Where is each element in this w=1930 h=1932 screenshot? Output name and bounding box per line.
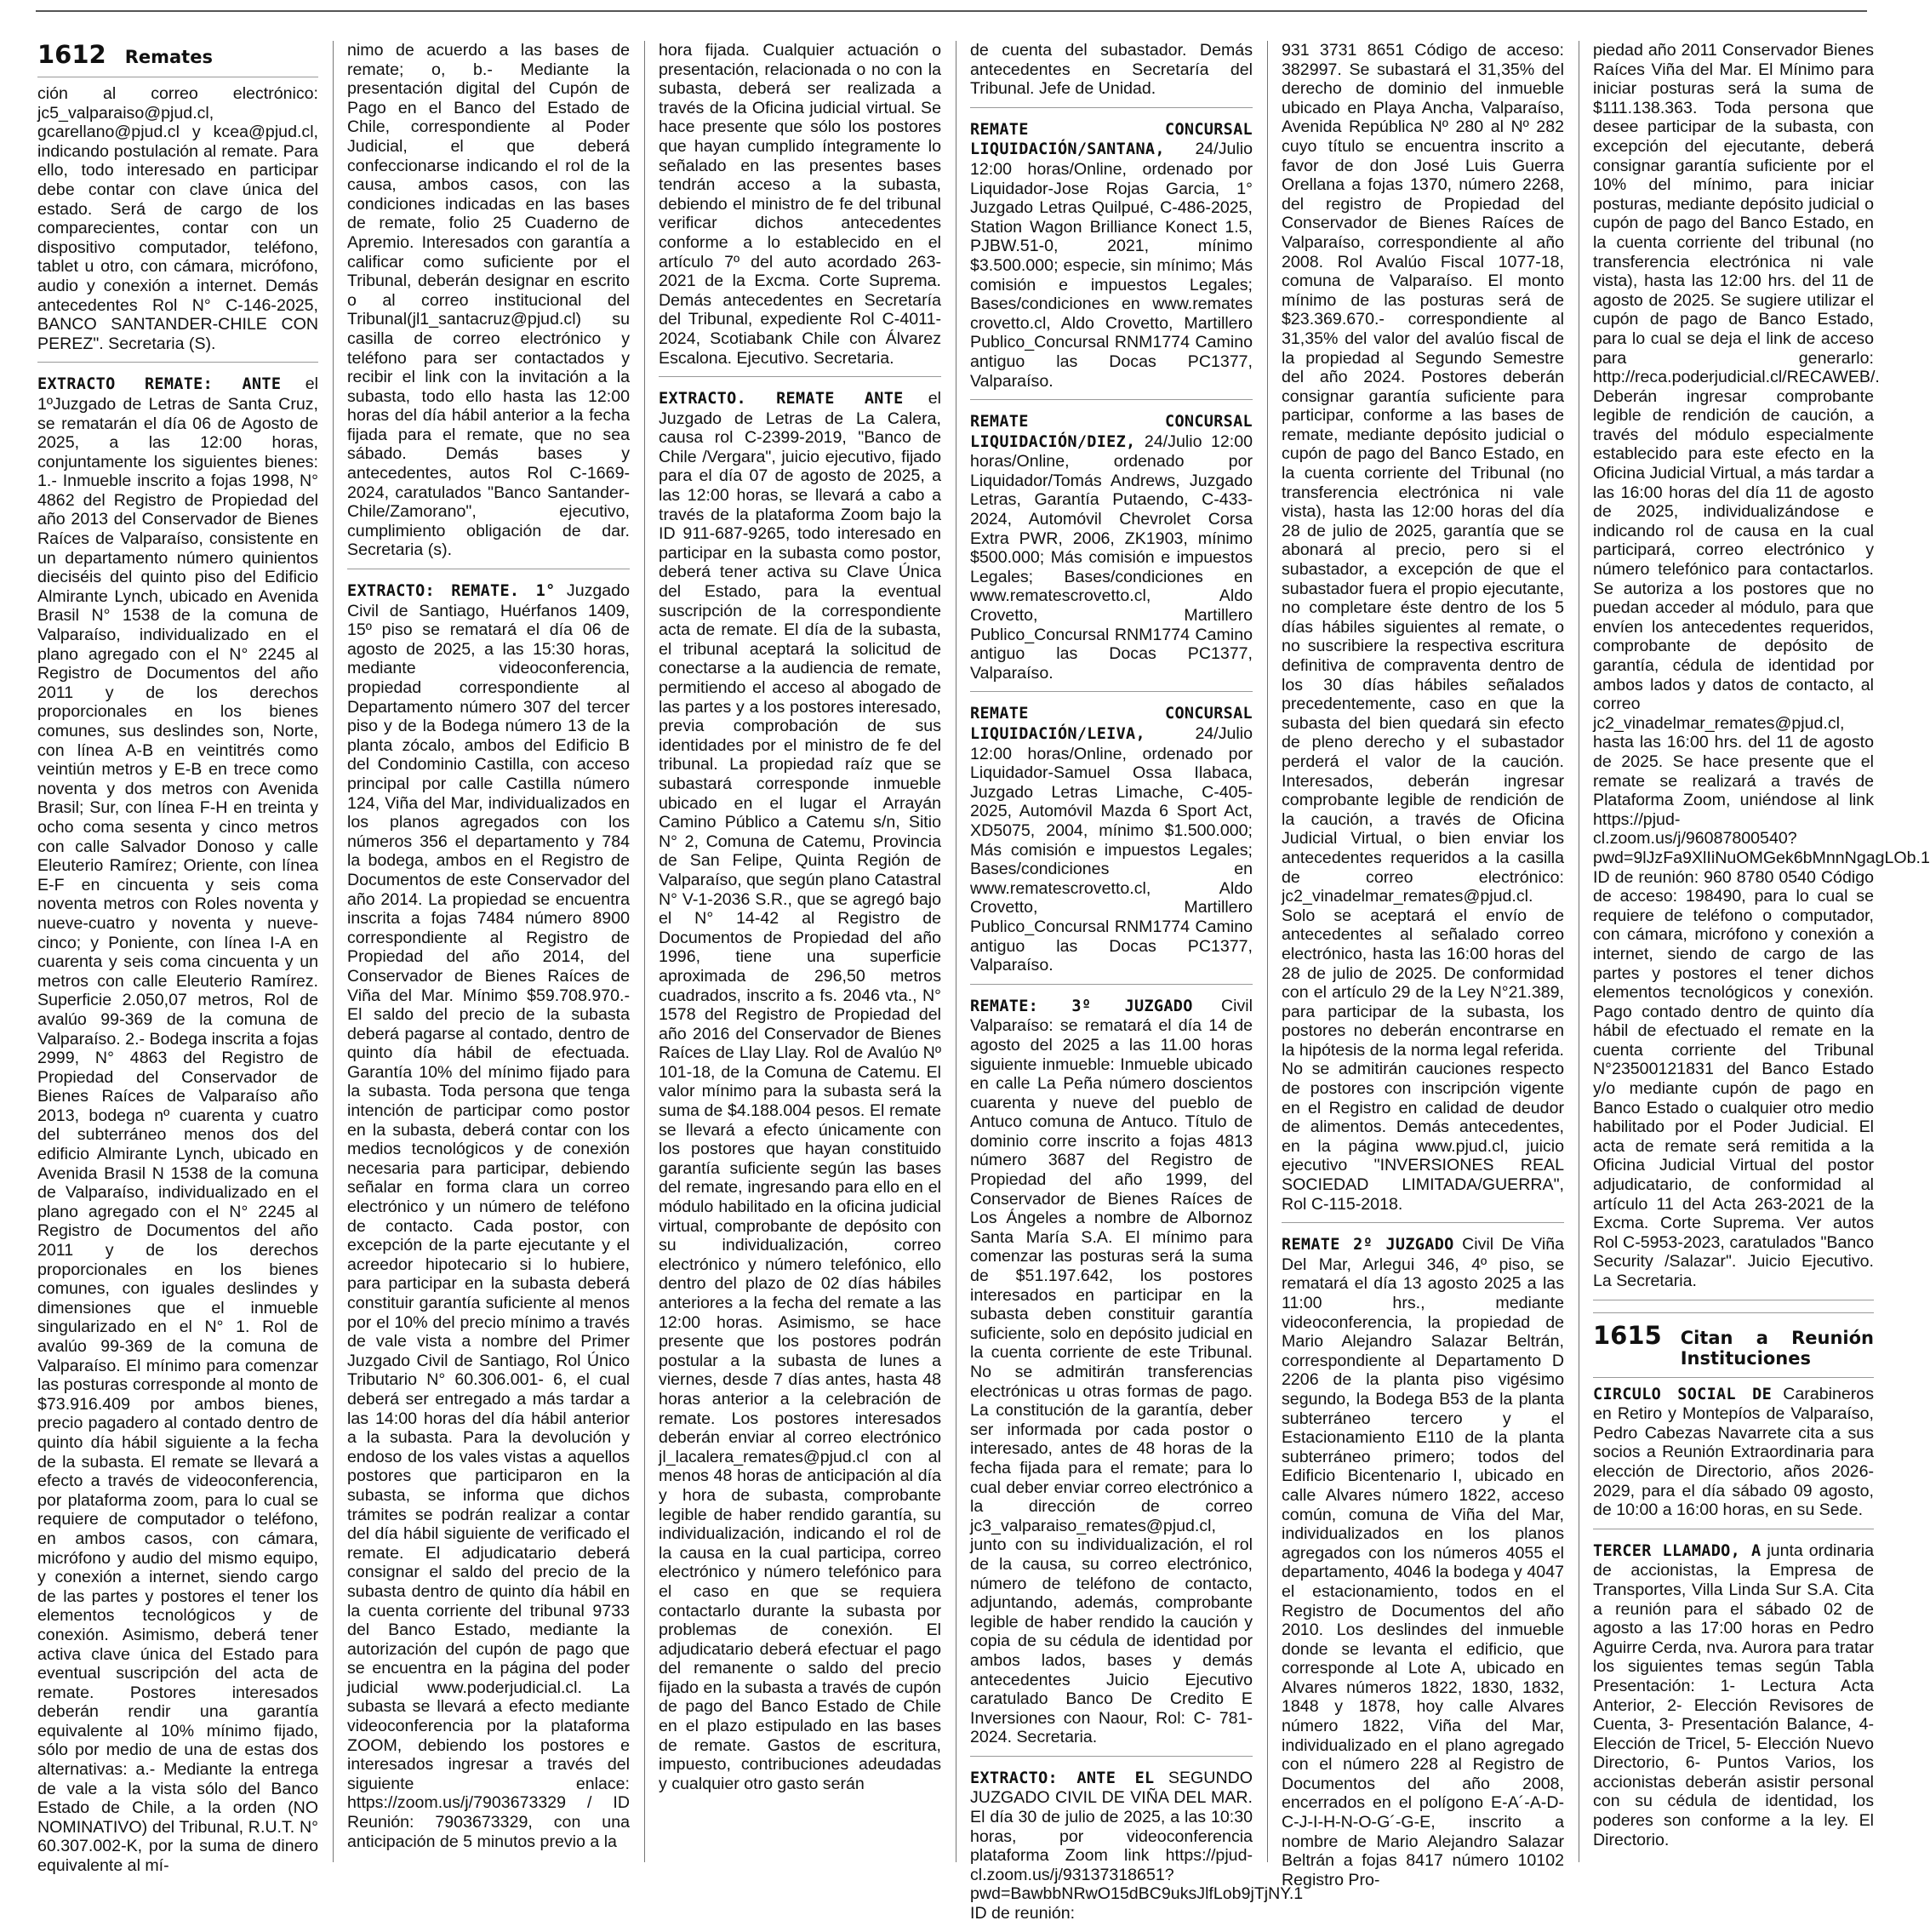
classified-ad [37, 84, 318, 363]
section-title: Citan a Reunión Instituciones [1680, 1327, 1874, 1369]
ad-text: hora fijada. Cualquier actuación o presentación, relacionada o no con la subasta, deberá ser realizada a través de la Oficina judicial virtual. Se hace presente que sólo los postores que hayan cumplido íntegramente lo señalado en las presentes bases tendrán acceso a la subasta, debiendo el ministro de fe del tribunal verificar dichos antecedentes conforme a lo establecido en el artículo 7º del auto acordado 263-2021 de la Excma. Corte Suprema. Demás antecedentes en Secretaría del Tribunal, expediente Rol C-4011-2024, Scotiabank Chile con Álvarez Escalona. Ejecutivo. Secretaria. [659, 41, 941, 368]
ad-lead: REMATE 2º JUZGADO [1282, 1236, 1454, 1255]
ad-text: el 1ºJuzgado de Letras de Santa Cruz, se rematarán el día 06 de Agosto de 2025, a las 12:00 horas, conjuntamente los siguientes bienes: 1.- Inmueble inscrito a fojas 1998, N° 4862 del Registro de Propiedad del año 2013 del Conservador de Bienes Raíces de Valparaíso, consistente en un departamento número quinientos dieciséis del quinto piso del Edificio Almirante Lynch, ubicado en Avenida Brasil N° 1538 de la comuna de Valparaíso, individualizado en el plano agregado con el N° 2245 al Registro de Documentos del año 2011 y de los derechos proporcionales en los bienes comunes, sus deslindes son, Norte, con línea A-B en veintitrés como veintiún metros y E-B en trece como noventa y dos metros con Avenida Brasil; Sur, con línea F-H en treinta y ocho coma sesenta y cinco metros con calle Salvador Donoso y calle Eleuterio Ramírez; Oriente, con línea E-F en cincuenta y seis coma noventa metros con Roles noventa y nueve-cuatro y noventa y nueve-cinco; y Poniente, con línea I-A en cuarenta y seis coma cincuenta y un metros con calle Eleuterio Ramírez. Superficie 2.050,07 metros, Rol de avalúo 99-369 de la comuna de Valparaíso. 2.- Bodega inscrita a fojas 2999, N° 4863 del Registro de Propiedad del Conservador de Bienes Raíces de Valparaíso año 2013, bodega nº cuarenta y cuatro del subterráneo menos dos del edificio Almirante Lynch, ubicado en Avenida Brasil N 1538 de la comuna de Valparaíso, individualizado en el plano agregado con el N° 2245 al Registro de Documentos del año 2011 y de los derechos proporcionales en los bienes comunes, con iguales deslindes y dimensiones que el inmueble singularizado en el N° 1. Rol de avalúo 99-369 de la comuna de Valparaíso. El mínimo para comenzar las posturas corresponde al monto de $73.916.409 por ambos bienes, precio pagadero al contado dentro de quinto día hábil siguiente a la fecha de la subasta. El remate se llevará a efecto a través de videoconferencia, por plataforma zoom, para lo cual se requiere de computador o teléfono, en ambos casos, con cámara, micrófono y audio del mismo equipo, y conexión a internet, siendo cargo de las partes y postores el tener los elementos tecnológicos y de conexión. Asimismo, deberá tener activa clave única del Estado para eventual suscripción del acta de remate. Postores interesados deberán rendir una garantía equivalente al 10% mínimo fijado, sólo por medio de una de estas dos alternativas: a.- Mediante la entrega de vale a la vista sólo del Banco Estado de Chile, a la orden (NO NOMINATIVO) del Tribunal, R.U.T. N° 60.307.002-K, por la suma de dinero equivalente al mí- [37, 374, 318, 1876]
classified-ad [1282, 1235, 1564, 1898]
ad-lead: TERCER LLAMADO, A [1593, 1541, 1762, 1560]
ad-text: junta ordinaria de accionistas, la Empresa de Transportes, Villa Linda Sur S.A. Cita a reunión para el sábado 02 de agosto a las 17:00 horas en Pedro Aguirre Cerda, nva. Aurora para tratar los siguientes temas según Tabla Presentación: 1- Lectura Acta Anterior, 2- Elección Revisores de Cuenta, 3- Presentación Balance, 4- Elección de Tricel, 5- Elección Nuevo Directorio, 6- Puntos Varios, los accionistas deberán asistir personal con su cédula de identidad, los poderes son conforme a la ley. El Directorio. [1593, 1540, 1874, 1849]
ad-text: de cuenta del subastador. Demás antecedentes en Secretaría del Tribunal. Jefe de Unidad. [970, 41, 1253, 99]
ad-lead: REMATE CONCURSAL LIQUIDACIÓN/SANTANA, [970, 120, 1253, 159]
ad-lead: REMATE CONCURSAL LIQUIDACIÓN/LEIVA, [970, 705, 1253, 743]
ad-text: nimo de acuerdo a las bases de remate; o, b.- Mediante la presentación digital del Cupón de Pago en el Banco del Estado de Chile, correspondiente al Poder Judicial, el que deberá confeccionarse indicando el rol de la causa, ambos casos, con las condiciones indicadas en las bases de remate, folio 25 Cuaderno de Apremio. Interesados con garantía a calificar como suficiente por el Tribunal, deberán designar en escrito o al correo institucional del Tribunal(jl1_santacruz@pjud.cl) su casilla de correo electrónico y teléfono para ser contactados y recibir el link con la invitación a la subasta, todo ello hasta las 12:00 horas del día hábil anterior a la fecha fijada para el remate, que no sea sábado. Demás bases y antecedentes, autos Rol C-1669-2024, caratulados "Banco Santander-Chile/Zamorano", ejecutivo, cumplimiento obligación de dar. Secretaria (s). [347, 41, 630, 560]
classified-ad [970, 704, 1253, 984]
classified-ad [1593, 41, 1930, 1300]
ad-lead: REMATE: 3º JUZGADO [970, 997, 1193, 1015]
column-3 [659, 41, 941, 1862]
ad-text: Civil Valparaíso: se rematará el día 14 de agosto del 2025 a las 11.00 horas siguiente inmueble: Inmueble ubicado en calle La Peña número doscientos cuarenta y nueve del pueblo de Antuco comuna de Antuco. Título de dominio corre inscrito a fojas 4813 número 3687 del Registro de Propiedad del año 1999, del Conservador de Bienes Raíces de Los Ángeles a nombre de Albornoz Santa María S.A. El mínimo para comenzar las posturas será la suma de $51.197.642, los postores interesados en participar en la subasta deben constituir garantía suficiente, solo en depósito judicial en la cuenta corriente de este Tribunal. No se admitirán transferencias electrónicas u otras formas de pago. La constitución de la garantía, deber ser informada por cada postor o interesado, antes de 48 horas de la fecha fijada para el remate; para lo cual deber enviar correo electrónico a la dirección de correo jc3_valparaiso_remates@pjud.cl, junto con su individualización, el rol de la causa, su correo electrónico, número de teléfono de contacto, adjuntando, además, comprobante legible de haber rendido la caución y copia de su cédula de identidad por ambos lados, bases y demás antecedentes Juicio Ejecutivo caratulado Banco De Credito E Inversiones con Naour, Rol: C- 781-2024. Secretaria. [970, 996, 1253, 1747]
section-header-remates [37, 41, 318, 77]
column-4 [970, 41, 1304, 1923]
column-1 [37, 40, 318, 1876]
classified-ad [1593, 1385, 1874, 1529]
ad-lead: EXTRACTO: ANTE EL [970, 1769, 1155, 1787]
classified-ad [659, 41, 941, 377]
column-2 [347, 41, 630, 1862]
ad-text: 24/Julio 12:00 horas/Online, ordenado por Liquidador/Tomás Andrews, Juzgado Letras, Garantía Putaendo, C-433-2024, Automóvil Chevrolet Corsa Extra PWR, 2006, ZK1903, mínimo $500.000; Más comisión e impuestos Legales; Bases/condiciones en www.rematescrovetto.cl, Aldo Crovetto, Martillero Publico_Concursal RNM1774 Camino antiguo las Docas PC1377, Valparaíso. [970, 432, 1253, 683]
classified-ad [347, 41, 630, 569]
column-divider [644, 41, 645, 1862]
column-divider [333, 41, 334, 1862]
classified-ad [970, 1768, 1304, 1932]
ad-lead: CIRCULO SOCIAL DE [1593, 1385, 1773, 1403]
classified-ad [970, 412, 1253, 692]
section-number: 1612 [37, 40, 106, 69]
classified-ad [37, 374, 318, 1883]
column-divider [1267, 41, 1268, 1862]
ad-lead: EXTRACTO. REMATE ANTE [659, 390, 904, 409]
ad-text: piedad año 2011 Conservador Bienes Raíces Viña del Mar. El Mínimo para iniciar posturas será la suma de $111.138.363. Toda persona que desee participar de la subasta, con excepción del ejecutante, deberá consignar garantía suficiente por el 10% del mínimo, para iniciar posturas, mediante depósito judicial o cupón de pago del Banco Estado, en la cuenta corriente del tribunal (no transferencia electrónica ni vale vista), hasta las 12:00 hrs. del 11 de agosto de 2025. Se sugiere utilizar el cupón de pago de Banco Estado, para lo cual se deja el link de acceso para generarlo: http://reca.poderjudicial.cl/RECAWEB/. Deberán ingresar comprobante legible de rendición de caución, a través del módulo especialmente establecido para este efecto en la Oficina Judicial Virtual, a más tardar a las 16:00 horas del día 11 de agosto de 2025, individualizándose e indicando rol de causa en la cual participará, correo electrónico y número telefónico para contactarlos. Se autoriza a los postores que no puedan acceder al módulo, para que envíen los antecedentes requeridos, comprobante de depósito de garantía, cédula de identidad por ambos lados y datos de contacto, al correo jc2_vinadelmar_remates@pjud.cl, hasta las 16:00 hrs. del 11 de agosto de 2025. Se hace presente que el remate se realizará a través de Plataforma Zoom, uniéndose al link https://pjud-cl.zoom.us/j/96087800540?pwd=9lJzFa9XlIiNuOMGek6bMnnNgagLOb.1 ID de reunión: 960 8780 0540 Código de acceso: 198490, para lo cual se requiere de teléfono o computador, con cámara, micrófono y conexión a internet, siendo de cargo de las partes y postores el tener dichos elementos tecnológicos y conexión. Pago contado dentro de quinto día hábil de efectuado el remate en la cuenta corriente del Tribunal N°23500121831 del Banco Estado y/o mediante cupón de pago en Banco Estado o cualquier otro medio habilitado por el Poder Judicial. El acta de remate será remitida a la Oficina Judicial Virtual del postor adjudicatario, de conformidad al artículo 11 del Acta 263-2021 de la Excma. Corte Suprema. Ver autos Rol C-5953-2023, caratulados "Banco Security /Salazar". Juicio Ejecutivo. La Secretaria. [1593, 41, 1930, 1290]
classified-ad [1593, 1541, 1874, 1859]
ad-text: 24/Julio 12:00 horas/Online, ordenado por Liquidador-Samuel Ossa Ilabaca, Juzgado Letras Limache, C-405-2025, Automóvil Mazda 6 Sport Act, XD5075, 2004, mínimo $1.500.000; Más comisión e impuestos Legales; Bases/condiciones en www.rematescrovetto.cl, Aldo Crovetto, Martillero Publico_Concursal RNM1774 Camino antiguo las Docas PC1377, Valparaíso. [970, 724, 1253, 975]
column-5 [1282, 41, 1565, 1889]
ad-text: ción al correo electrónico: jc5_valparaiso@pjud.cl, gcarellano@pjud.cl y kcea@pjud.cl, indicando postulación al remate. Para ello, todo interesado en participar debe contar con clave única del estado. Será de cargo de los comparecientes, contar con un dispositivo computador, teléfono, tablet u otro, con cámara, micrófono, audio y conexión a internet. Demás antecedentes Rol N° C-146-2025, BANCO SANTANDER-CHILE CON PEREZ". Secretaria (S). [37, 84, 318, 353]
column-6 [1593, 41, 1930, 1862]
ad-lead: EXTRACTO REMATE: ANTE [37, 375, 282, 394]
classified-ad [659, 389, 941, 1802]
ad-lead: EXTRACTO: REMATE. 1° [347, 582, 556, 601]
section-number: 1615 [1593, 1320, 1662, 1350]
classified-ad [970, 41, 1253, 108]
ad-text: 931 3731 8651 Código de acceso: 382997. Se subastará el 31,35% del derecho de dominio del inmueble ubicado en Playa Ancha, Valparaíso, Avenida República Nº 280 al Nº 282 cuyo título se encuentra inscrito a favor de don José Luis Guerra Orellana a fojas 1370, número 2268, del registro de Propiedad del Conservador de Bienes Raíces de Valparaíso, correspondiente al año 2008. Rol Avalúo Fiscal 1077-18, comuna de Valparaíso. El monto mínimo de las posturas será de $23.369.670.- correspondiente al 31,35% del valor del avalúo fiscal de la propiedad al Segundo Semestre del año 2024. Postores deberán consignar garantía suficiente para participar, conforme a las bases de remate, mediante depósito judicial o cupón de pago del Banco Estado, en la cuenta corriente del Tribunal (no transferencia electrónica ni vale vista), hasta las 12:00 horas del día 28 de julio de 2025, garantía que se abonará al precio, pero si el subastador, a excepción de que el subastador fuera el propio ejecutante, no completare éste dentro de los 5 días hábiles siguientes al remate, o no suscribiere la respectiva escritura definitiva de compraventa dentro de los 30 días hábiles señalados precedentemente, caso en que la subasta del bien quedará sin efecto de pleno derecho y el subastador perderá el valor de la caución. Interesados, deberán ingresar comprobante legible de rendición de la caución, a través de Oficina Judicial Virtual, o bien enviar los antecedentes requeridos a la casilla de correo electrónico: jc2_vinadelmar_remates@pjud.cl. Solo se aceptará el envío de antecedentes al señalado correo electrónico, hasta las 16:00 horas del 28 de julio de 2025. De conformidad con el artículo 29 de la Ley N°21.389, para participar de la subasta, los postores no deberán encontrarse en la hipótesis de la norma legal referida. No se admitirán cauciones respecto de postores con inscripción vigente en el Registro en calidad de deudor de alimentos. Demás antecedentes, en la página www.pjud.cl, juicio ejecutivo "INVERSIONES REAL SOCIEDAD LIMITADA/GUERRA", Rol C-115-2018. [1282, 41, 1564, 1214]
section-header-citan [1593, 1312, 1874, 1378]
ad-lead: REMATE CONCURSAL LIQUIDACIÓN/DIEZ, [970, 413, 1253, 451]
ad-text: el Juzgado de Letras de La Calera, causa rol C-2399-2019, "Banco de Chile /Vergara", juicio ejecutivo, fijado para el día 07 de agosto de 2025, a las 12:00 horas, se llevará a cabo a través de la plataforma Zoom bajo la ID 911-687-9265, todo interesado en participar en la subasta como postor, deberá tener activa su Clave Única del Estado, para la eventual suscripción de la correspondiente acta de remate. El día de la subasta, el tribunal aceptará la solicitud de conectarse a la audiencia de remate, permitiendo el acceso al abogado de las partes y a los postores interesado, previa comprobación de sus identidades por el ministro de fe del tribunal. La propiedad raíz que se subastará corresponde inmueble ubicado en el lugar el Arrayán Camino Público a Catemu s/n, Sitio N° 2, Comuna de Catemu, Provincia de San Felipe, Quinta Región de Valparaíso, que según plano Catastral N° V-1-2036 S.R., que se agregó bajo el N° 14-42 al Registro de Documentos de Propiedad del año 1996, tiene una superficie aproximada de 296,50 metros cuadrados, inscrito a fs. 2046 vta., N° 1578 del Registro de Propiedad del año 2016 del Conservador de Bienes Raíces de Llay Llay. Rol de Avalúo Nº 101-18, de la Comuna de Catemu. El valor mínimo para la subasta será la suma de $4.188.004 pesos. El remate se llevará a efecto únicamente con los postores que hayan constituido garantía suficiente según las bases del remate, ingresando para ello en el módulo habilitado en la oficina judicial virtual, comprobante de depósito con su individualización, correo electrónico y número telefónico, ello dentro del plazo de 02 días hábiles anteriores a la fecha del remate a las 12:00 horas. Asimismo, se hace presente que los postores podrán postular a la subasta de lunes a viernes, desde 7 días antes, hasta 48 horas anterior a la celebración de remate. Los postores interesados deberán enviar al correo electrónico jl_lacalera_remates@pjud.cl con al menos 48 horas de anticipación al día y hora de subasta, comprobante legible de haber rendido garantía, su individualización, indicando el rol de la causa en la cual participa, correo electrónico y número telefónico para el caso en que se requiera contactarlo durante la subasta por problemas de conexión. El adjudicatario deberá efectuar el pago del remanente o saldo del precio fijado en la subasta a través de cupón de pago del Banco Estado de Chile en el plazo estipulado en las bases de remate. Gastos de escritura, impuesto, contribuciones adeudadas y cualquier otro gasto serán [659, 389, 941, 1793]
classified-ad [347, 581, 630, 1860]
classified-ad [970, 997, 1253, 1757]
top-rule [36, 10, 1867, 12]
ad-text: 24/Julio 12:00 horas/Online, ordenado por Liquidador-Jose Rojas Garcia, 1° Juzgado Letras Quilpué, C-486-2025, Station Wagon Brilliance Konect 1.5, PJBW.51-0, 2021, mínimo $3.500.000; especie, sin mínimo; Más comisión e impuestos Legales; Bases/condiciones en www.remates crovetto.cl, Aldo Crovetto, Martillero Publico_Concursal RNM1774 Camino antiguo las Docas PC1377, Valparaíso. [970, 140, 1253, 391]
ad-text: Carabineros en Retiro y Montepíos de Valparaíso, Pedro Cabezas Navarrete cita a sus socios a Reunión Extraordinaria para elección de Directorio, años 2026-2029, para el día sábado 09 agosto, de 10:00 a 16:00 horas, en su Sede. [1593, 1384, 1874, 1520]
ad-text: Civil De Viña Del Mar, Arlegui 346, 4º piso, se rematará el día 13 agosto 2025 a las 11:00 hrs., mediante videoconferencia, la propiedad de Mario Alejandro Salazar Beltrán, correspondiente al Departamento D 2206 de la planta piso vigésimo segundo, la Bodega B53 de la planta subterráneo tercero y el Estacionamiento E110 de la planta subterráneo primero; todos del Edificio Bicentenario I, ubicado en calle Alvares número 1822, acceso común, comuna de Viña del Mar, individualizados en los planos agregados con los números 4055 el departamento, 4046 la bodega y 4047 el estacionamiento, todos en el Registro de Documentos del año 2010. Los deslindes del inmueble donde se levanta el edificio, que corresponde al Lote A, ubicado en Alvares números 1822, 1830, 1832, 1848 y 1878, hoy calle Alvares número 1822, Viña del Mar, individualizado en el plano agregado con el número 228 al Registro de Documentos del año 2008, encerrados en el polígono E-A´-A-D-C-J-I-H-N-O-G´-G-E, inscrito a nombre de Mario Alejandro Salazar Beltrán a fojas 8417 número 10102 Registro Pro- [1282, 1235, 1565, 1889]
ad-text: Juzgado Civil de Santiago, Huérfanos 1409, 15º piso se rematará el día 06 de agosto de 2025, a las 15:30 horas, mediante videoconferencia, propiedad correspondiente al Departamento número 307 del tercer piso y de la Bodega número 13 de la planta zócalo, ambos del Edificio B del Condominio Castilla, con acceso principal por calle Castilla número 124, Viña del Mar, individualizados en los planos agregados con los números 356 el departamento y 784 la bodega, ambos en el Registro de Documentos de este Conservador del año 2014. La propiedad se encuentra inscrita a fojas 7484 número 8900 correspondiente al Registro de Propiedad del año 2014, del Conservador de Bienes Raíces de Viña del Mar. Mínimo $59.708.970.- El saldo del precio de la subasta deberá pagarse al contado, dentro de quinto día hábil de efectuada. Garantía 10% del mínimo fijado para la subasta. Toda persona que tenga intención de participar como postor en la subasta, deberá contar con los medios tecnológicos y de conexión necesaria para participar, debiendo señalar en forma clara un correo electrónico y un número de teléfono de contacto. Cada postor, con excepción de la parte ejecutante y el acreedor hipotecario si lo hubiere, para participar en la subasta deberá constituir garantía suficiente al menos por el 10% del precio mínimo a través de vale vista a nombre del Primer Juzgado Civil de Santiago, Rol Único Tributario N° 60.306.001- 6, el cual deberá ser entregado a más tardar a las 14:00 horas del día hábil anterior a la subasta. Para la devolución y endoso de los vales vistas a aquellos postores que participaron en la subasta, se informa que dichos trámites se podrán realizar a contar del día hábil siguiente de verificado el remate. El adjudicatario deberá consignar el saldo del precio de la subasta dentro de quinto día hábil en la cuenta corriente del tribunal 9733 del Banco Estado, mediante la autorización del cupón de pago que se encuentra en la página del poder judicial www.poderjudicial.cl. La subasta se llevará a efecto mediante videoconferencia por la plataforma ZOOM, debiendo los postores e interesados ingresar a través del siguiente enlace: https://zoom.us/j/7903673329 / ID Reunión: 7903673329, con una anticipación de 5 minutos previo a la [347, 581, 630, 1851]
ad-text: SEGUNDO JUZGADO CIVIL DE VIÑA DEL MAR. El día 30 de julio de 2025, a las 10:30 horas, por videoconferencia plataforma Zoom link https://pjud-cl.zoom.us/j/93137318651?pwd=BawbbNRwO15dBC9uksJlfLob9jTjNY.1 ID de reunión: [970, 1768, 1304, 1923]
classified-ad [1282, 41, 1564, 1223]
classified-ad [970, 120, 1253, 400]
section-title: Remates [124, 47, 213, 67]
